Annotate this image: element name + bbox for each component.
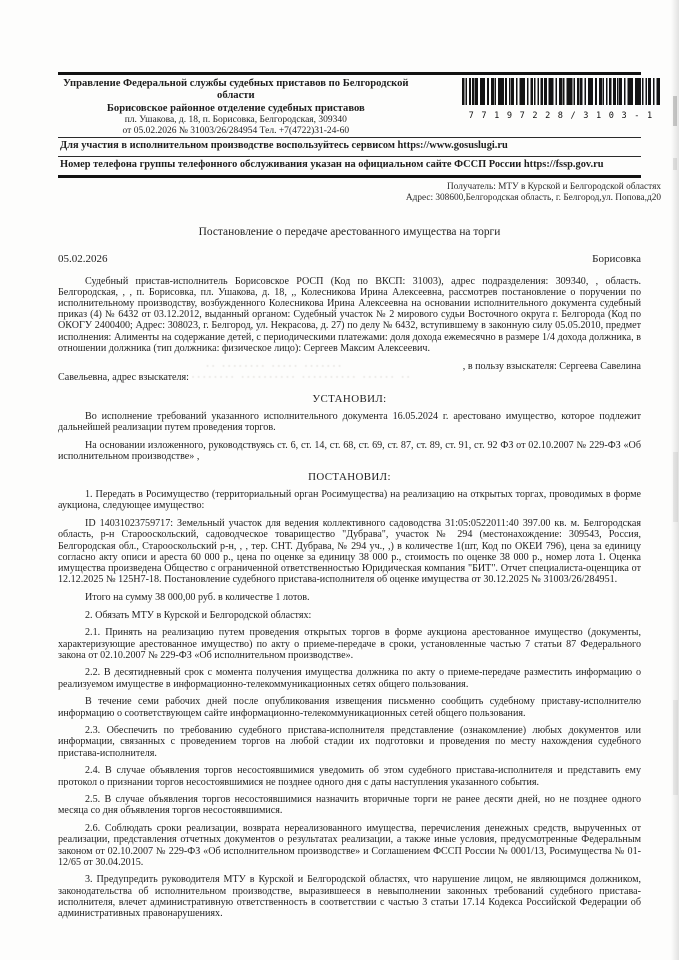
creditor-address-label: Савельевна, адрес взыскателя: xyxy=(58,371,189,383)
creditor-line-1 xyxy=(58,361,641,372)
doc-ref-line: от 05.02.2026 № 31003/26/284954 Тел. +7(4722)31-24-60 xyxy=(122,126,350,137)
preamble-paragraph: Судебный пристав-исполнитель Борисовское РОСП (Код по ВКСП: 31003), адрес подразделения: 309340, , область. Белгородская, , , п. Борисовка, пл. Ушакова, д. 18, ,, Колесникова Ирина Алексеевна, рассмотрев постановление о поручении по исполнительному производству, возбужденного Колесникова Ирина Алексеевна на основании исполнительного документа судебный приказ (4) № 6432 от 03.12.2012, выданный органом: Судебный участок № 2 мирового судьи Восточного округа г. Белгорода (Код по ОКОГУ 2400400; Адрес: 308023, г. Белгород, ул. Некрасова, д. 27) по делу № 6432, вступившему в законную силу 05.05.2010, предмет исполнения: Алименты на содержание детей, с периодическими платежами: доля дохода ежемесячно в размере 1/4 дохода должника, в отношении должника (тип должника: физическое лицо): Сергеев Максим Алексеевич. xyxy=(58,275,641,354)
doc-title: Постановление о передаче арестованного имущества на торги xyxy=(198,225,501,238)
fssp-letterhead xyxy=(58,75,654,137)
resolution-paragraph: 2.3. Обеспечить по требованию судебного пристава-исполнителя представление (ознакомление) любых документов или информации, связанных с проведением торгов на любой стадии их подготовки и проведения по месту нахождения судебного пристава-исполнителя. xyxy=(58,725,641,759)
date-row xyxy=(58,253,641,265)
recipient-address: Адрес: 308600,Белгородская область, г. Белгород,ул. Попова,д20 xyxy=(405,192,661,203)
resolution-paragraph: 1. Передать в Росимущество (территориальный орган Росимущества) на реализацию на открытых торгах, проводимых в форме аукциона, следующее имущество: xyxy=(58,489,641,512)
barcode-bars-icon xyxy=(462,78,660,105)
resolution-paragraph: 3. Предупредить руководителя МТУ в Курской и Белгородской областях, что нарушение лицом, не являющимся должником, законодательства об исполнительном производстве, выразившееся в невыполнении законных требований судебного пристава-исполнителя, влечет административную ответственность в соответствии с частью 3 статьи 17.14 Кодекса Российской Федерации об административных правонарушениях. xyxy=(58,874,641,920)
doc-place: Борисовка xyxy=(592,252,641,265)
org-name: Управление Федеральной службы судебных приставов по Белгородской области xyxy=(63,78,409,102)
resolution-paragraph: 2.4. В случае объявления торгов несостоявшимися уведомить об этом судебного пристава-исполнителя и представить ему протокол о признании торгов несостоявшимися не позднее одного дня с даты наступления указанного события. xyxy=(58,765,641,788)
ustanovil-heading: УСТАНОВИЛ: xyxy=(312,392,387,405)
barcode xyxy=(462,78,660,123)
scan-artifact xyxy=(673,158,677,170)
resolution-paragraph: В течение семи рабочих дней после опубликования извещения письменно сообщить судебному приставу-исполнителю информацию о соответствующем сайте информационно-телекоммуникационных сетей общего пользования. xyxy=(58,696,641,719)
scan-artifact xyxy=(673,700,678,795)
header-bottom-rule xyxy=(58,175,641,178)
recipient-name: Получатель: МТУ в Курской и Белгородской областях xyxy=(447,181,661,192)
division-name: Борисовское районное отделение судебных приставов xyxy=(106,102,365,114)
ustanovil-paragraph: На основании изложенного, руководствуясь ст. 6, ст. 14, ст. 68, ст. 69, ст. 87, ст. 89, ст. 91, ст. 92 ФЗ от 02.10.2007 № 229-ФЗ «Об исполнительном производстве» , xyxy=(58,439,641,463)
resolution-paragraph: 2.5. В случае объявления торгов несостоявшимися назначить вторичные торги не ранее десяти дней, но не позднее одного месяца со дня объявления торгов несостоявшимися. xyxy=(58,794,641,817)
scan-artifact xyxy=(673,452,678,522)
postanovil-heading: ПОСТАНОВИЛ: xyxy=(308,471,391,484)
scan-artifact xyxy=(673,96,677,126)
resolution-paragraph: 2. Обязать МТУ в Курской и Белгородской областях: xyxy=(85,609,312,621)
resolution-paragraph: 2.1. Принять на реализацию путем проведения открытых торгов в форме аукциона арестованное имущество (документы, характеризующие арестованное имущество) по акту о приеме-передаче в сроки, установленные частью 7 статьи 87 Федерального закона от 02.10.2007 № 229-ФЗ «Об исполнительном производстве». xyxy=(58,627,641,661)
org-address: пл. Ушакова, д. 18, п. Борисовка, Белгородская, 309340 xyxy=(124,115,347,126)
redacted-text: ·· ········ ····· ······· xyxy=(206,361,344,372)
ustanovil-paragraph: Во исполнение требований указанного исполнительного документа 16.05.2024 г. арестовано имущество, которое подлежит дальнейшей реализации путем проведения торгов. xyxy=(58,410,641,434)
notice-gosuslugi: Для участия в исполнительном производстве воспользуйтесь сервисом https://www.gosuslugi.ru xyxy=(60,140,508,152)
resolution-paragraph: 2.6. Соблюдать сроки реализации, возврата нереализованного имущества, перечисления денежных средств, вырученных от реализации, представления отчетных документов о результатах реализации, а также иные условия, предусмотренные Федеральным законом от 02.10.2007 № 229-ФЗ «Об исполнительном производстве» и Соглашением ФССП России № 0001/13, Росимущества № 01-12/65 от 30.04.2015. xyxy=(58,823,641,868)
resolution-paragraph: 2.2. В десятидневный срок с момента получения имущества должника по акту о приеме-передаче разместить информацию о реализуемом имуществе в информационно-телекоммуникационных сетях общего пользования. xyxy=(58,667,641,690)
creditor-name: , в пользу взыскателя: Сергеева Савелина xyxy=(462,360,641,372)
recipient-block xyxy=(58,182,661,204)
resolution-paragraph: Итого на сумму 38 000,00 руб. в количестве 1 лотов. xyxy=(85,591,310,603)
notice-phone: Номер телефона группы телефонного обслуживания указан на официальном сайте ФССП России https://fssp.gov.ru xyxy=(60,159,604,171)
redacted-text: ········ ·········· ·········· ······ ·· xyxy=(191,372,413,383)
creditor-line-2 xyxy=(58,372,641,384)
resolution-paragraph: ID 14031023759717: Земельный участок для ведения коллективного садоводства 31:05:0522011:40 397.00 кв. м. Белгородская область, р-н Старооскольский, садоводческое товарищество "Дубрава", участок № 294 (местонахождение: 309543, Россия, Белгородская обл., Старооскольский р-н, , , тер. СНТ. Дубрава, № 294 уч., ,) в количестве 1(шт, Код по ОКЕИ 796), цена за единицу согласно акту описи и ареста 60 000 р., цена по оценке за единицу 38 000 р., стоимость по оценке 38 000 р., номер лота 1. Оценка имущества произведена Общество с ограниченной ответственностью Юридическая компания "БИТ". Отчет специалиста-оценщика от 12.12.2025 № 125Н7-18. Постановление судебного пристава-исполнителя об оценке имущества от 30.12.2025 № 31003/26/284951. xyxy=(58,518,641,586)
barcode-digits: 7 7 1 9 7 2 2 8 / 3 1 0 3 - 1 xyxy=(466,111,657,121)
org-block xyxy=(58,78,414,137)
doc-date: 05.02.2026 xyxy=(58,252,108,265)
